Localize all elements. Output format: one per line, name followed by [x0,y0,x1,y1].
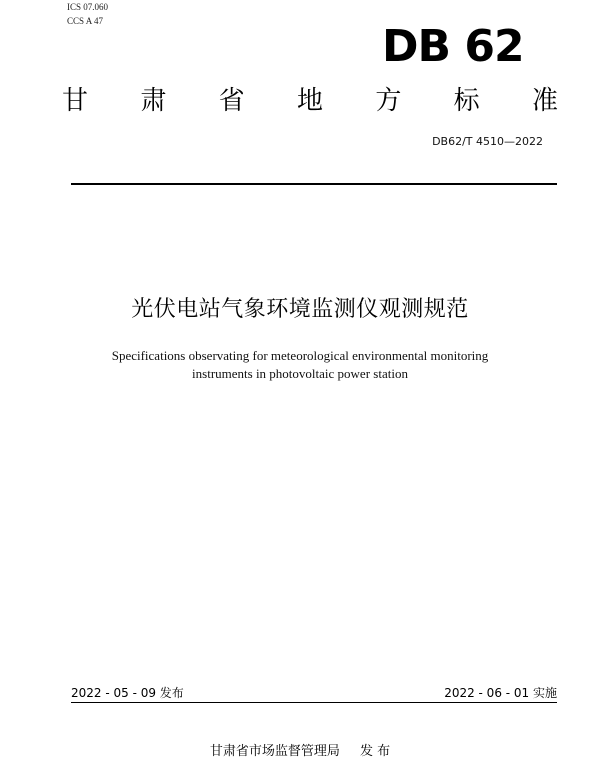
issue-date: 2022 - 05 - 09 发布 [71,686,184,700]
standard-type-char: 方 [375,86,402,116]
implementation-date: 2022 - 06 - 01 实施 [444,686,557,700]
standard-type-char: 准 [531,86,558,116]
publisher-line [0,743,600,761]
title-english-line-2: instruments in photovoltaic power station [192,366,408,381]
publisher-name: 甘肃省市场监督管理局 [209,744,340,759]
ccs-code: CCS A 47 [67,16,104,26]
standard-type-char: 标 [453,86,480,116]
standard-type-heading [62,84,558,118]
ics-code: ICS 07.060 [67,2,109,12]
title-chinese: 光伏电站气象环境监测仪观测规范 [131,297,469,322]
standard-type-char: 甘 [62,86,89,116]
standard-type-char: 地 [296,86,323,116]
title-english-line-1: Specifications observating for meteorological environmental monitoring [111,348,489,363]
db-logo: DB 62 [382,21,524,72]
standard-type-char: 省 [218,86,245,116]
bottom-divider [71,702,557,703]
publisher-action: 发 布 [359,744,391,759]
classification-codes [67,0,108,28]
standard-type-char: 肃 [140,86,167,116]
standard-number: DB62/T 4510—2022 [432,135,543,148]
top-divider [71,183,557,185]
title-english [0,347,600,383]
